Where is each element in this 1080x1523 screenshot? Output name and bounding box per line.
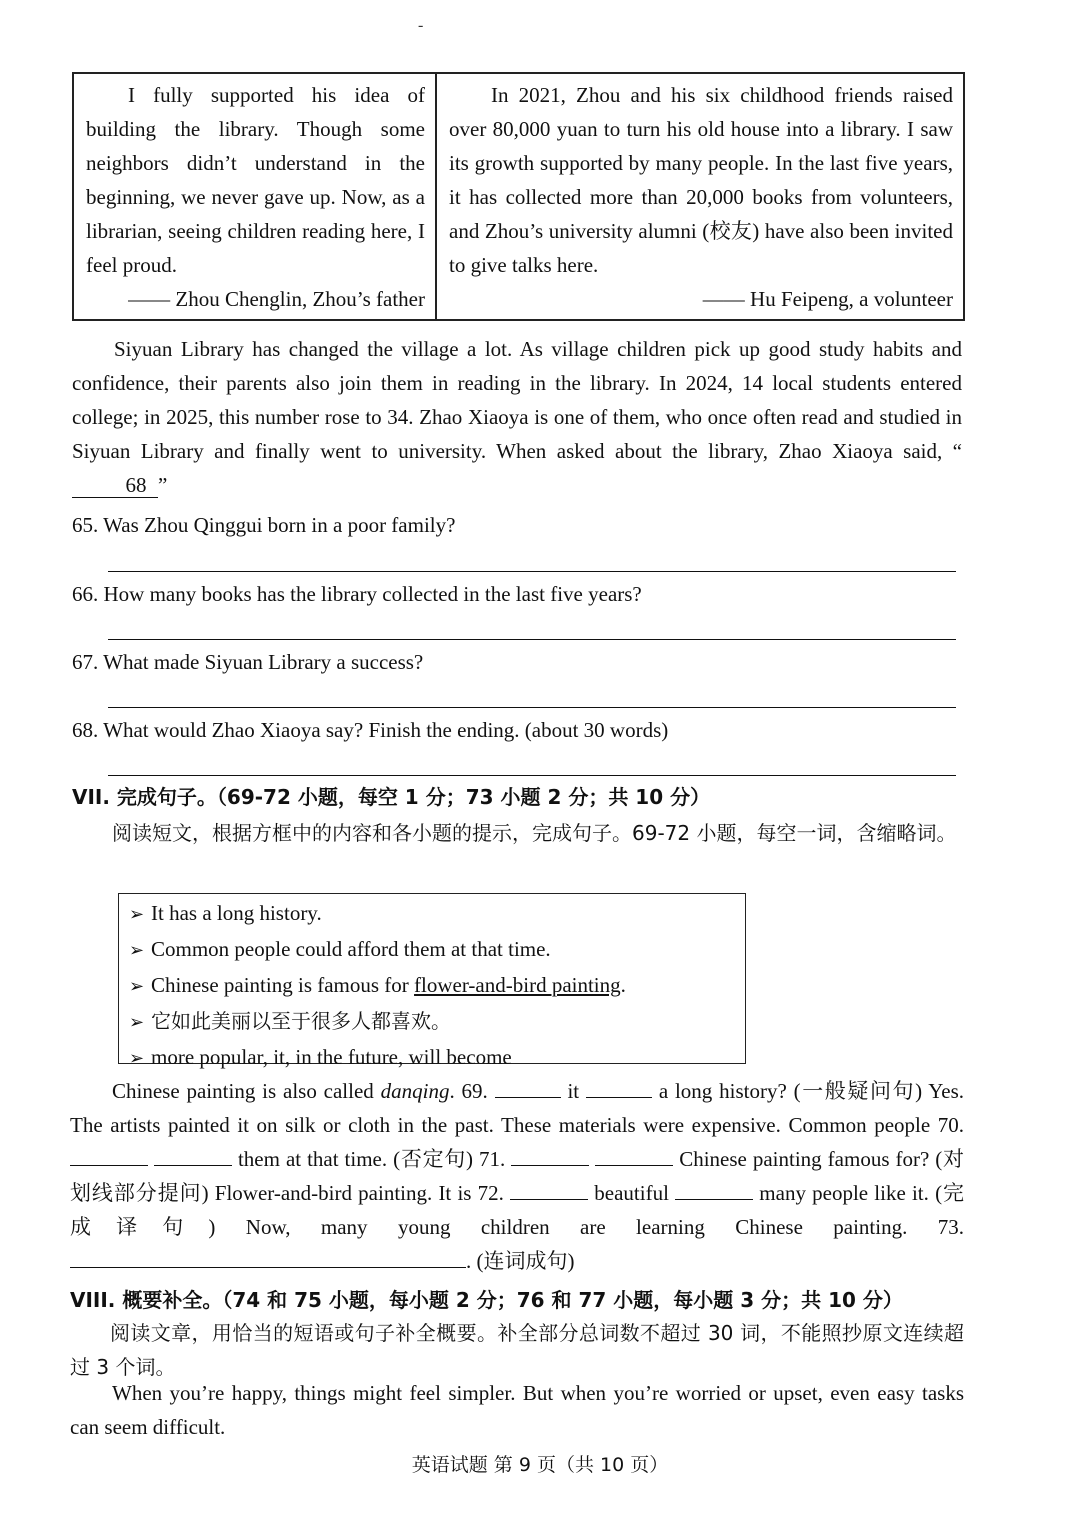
quote-father	[74, 74, 437, 319]
answer-line-68[interactable]	[108, 775, 956, 776]
hint-item: ➢ more popular, it, in the future, will become	[129, 1040, 735, 1076]
blank-71b[interactable]	[595, 1143, 673, 1166]
hint-item: ➢ Chinese painting is famous for flower-and-bird painting.	[129, 968, 735, 1004]
question-67: 67. What made Siyuan Library a success?	[72, 650, 424, 674]
section-8-title: VIII. 概要补全。（74 和 75 小题，每小题 2 分；76 和 77 小题，每小题 3 分；共 10 分）	[70, 1288, 903, 1312]
question-65: 65. Was Zhou Qinggui born in a poor family?	[72, 513, 456, 537]
hint-item: ➢ It has a long history.	[129, 896, 735, 932]
section-7-instruction-block	[72, 816, 962, 850]
section-8-passage	[70, 1376, 964, 1444]
passage-close-quote: ”	[158, 473, 168, 497]
underlined-phrase: flower-and-bird painting	[414, 973, 621, 997]
quotes-table	[72, 72, 965, 321]
quote-father-text: I fully supported his idea of building the library. Though some neighbors didn’t understand in the beginning, we never gave up. Now, as a librarian, seeing children reading here, I feel proud.	[86, 83, 425, 277]
blank-69b[interactable]	[586, 1075, 652, 1098]
section-7-instruction: 阅读短文，根据方框中的内容和各小题的提示，完成句子。69-72 小题，每空一词，含缩略词。	[112, 821, 957, 845]
blank-72b[interactable]	[675, 1177, 753, 1200]
arrow-icon: ➢	[129, 904, 145, 925]
section-7-passage: Chinese painting is also called danqing. 69. it a long history? (一般疑问句) Yes. The artists painted it on silk or cloth in the past. These materials were expensive. Common people 70. them at that time. (否定句) 71. Chinese painting famous for? (对划线部分提问) Flower-and-bird painting. It is 72. beautiful many people like it. (完成译句) Now, many young children are learning Chinese painting. 73. . (连词成句)	[70, 1074, 964, 1278]
answer-line-65[interactable]	[108, 571, 956, 572]
danqing-term: danqing	[380, 1079, 450, 1103]
blank-71a[interactable]	[511, 1143, 589, 1166]
passage-paragraph	[72, 332, 962, 502]
quote-volunteer-text: In 2021, Zhou and his six childhood friends raised over 80,000 yuan to turn his old house into a library. I saw its growth supported by many people. In the last five years, it has collected more than 20,000 books from volunteers, and Zhou’s university alumni (校友) have also been invited to give talks here.	[449, 83, 953, 277]
arrow-icon: ➢	[129, 940, 145, 961]
question-68: 68. What would Zhao Xiaoya say? Finish the ending. (about 30 words)	[72, 718, 669, 742]
blank-73[interactable]	[70, 1245, 466, 1268]
arrow-icon: ➢	[129, 1048, 145, 1069]
section-8-instruction-block	[70, 1316, 964, 1384]
page-footer: 英语试题 第 9 页（共 10 页）	[411, 1454, 669, 1476]
blank-70b[interactable]	[154, 1143, 232, 1166]
blank-72a[interactable]	[510, 1177, 588, 1200]
answer-line-66[interactable]	[108, 639, 956, 640]
hint-item: ➢ 它如此美丽以至于很多人都喜欢。	[129, 1004, 735, 1040]
hint-item: ➢ Common people could afford them at that time.	[129, 932, 735, 968]
section-7-title: VII. 完成句子。（69-72 小题，每空 1 分；73 小题 2 分；共 10 分）	[72, 785, 711, 809]
passage-text: Siyuan Library has changed the village a lot. As village children pick up good study habits and confidence, their parents also join them in reading in the library. In 2024, 14 local students entered college; in 2025, this number rose to 34. Zhao Xiaoya is one of them, who once often read and studied in Siyuan Library and finally went to university. When asked about the library, Zhao Xiaoya said, “	[72, 337, 962, 463]
arrow-icon: ➢	[129, 976, 145, 997]
blank-70a[interactable]	[70, 1143, 148, 1166]
section-8-text: When you’re happy, things might feel simpler. But when you’re worried or upset, even easy tasks can seem difficult.	[70, 1381, 964, 1439]
blank-69a[interactable]	[495, 1075, 561, 1098]
page-mark: -	[418, 17, 424, 34]
arrow-icon: ➢	[129, 1012, 145, 1033]
quote-volunteer-attribution: —— Hu Feipeng, a volunteer	[702, 287, 953, 311]
hint-box	[118, 893, 746, 1069]
quote-father-attribution: —— Zhou Chenglin, Zhou’s father	[128, 287, 425, 311]
question-66: 66. How many books has the library collected in the last five years?	[72, 582, 642, 606]
blank-68[interactable]: 68	[72, 473, 158, 498]
section-8-instruction: 阅读文章，用恰当的短语或句子补全概要。补全部分总词数不超过 30 词，不能照抄原文连续超过 3 个词。	[70, 1321, 964, 1379]
quote-volunteer	[437, 74, 963, 319]
answer-line-67[interactable]	[108, 707, 956, 708]
